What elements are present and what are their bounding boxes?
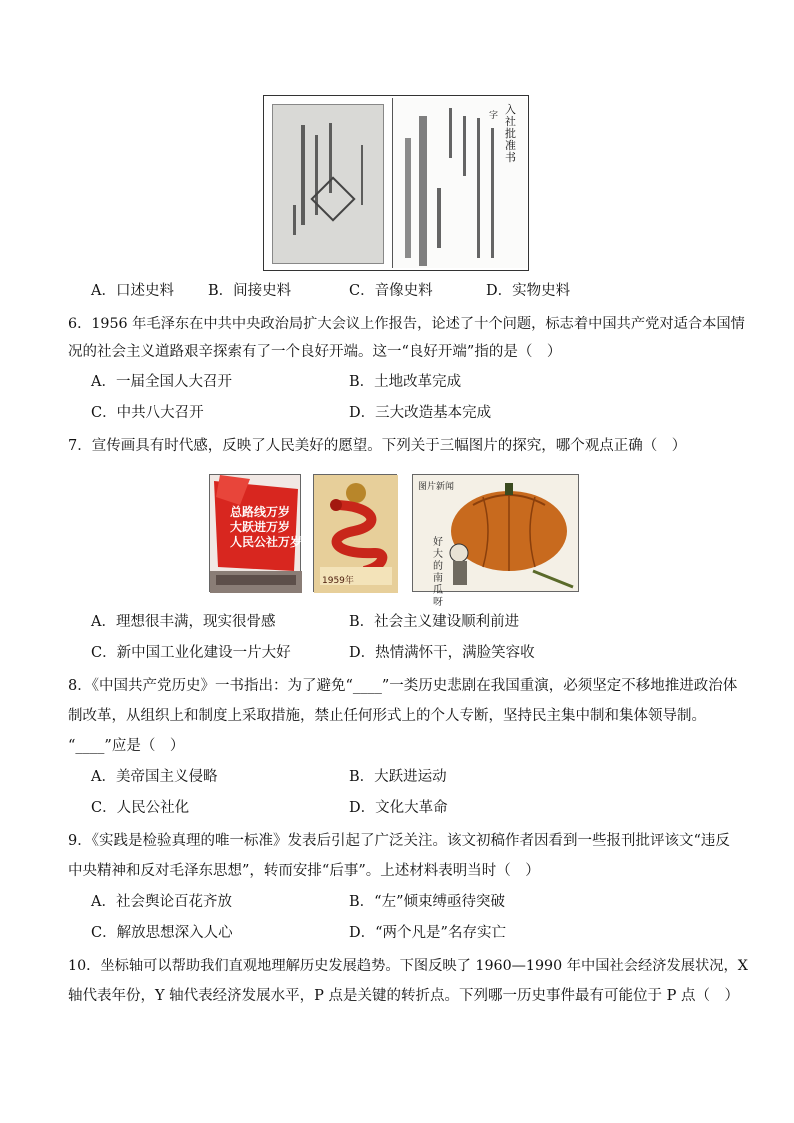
q7-option-c: C．新中国工业化建设一片大好 xyxy=(91,645,291,661)
q7-option-d: D．热情满怀干，满脸笑容收 xyxy=(349,645,535,661)
q5-option-a: A．口述史料 xyxy=(91,283,174,299)
q9-option-d: D．“两个凡是”名存实亡 xyxy=(349,925,506,941)
q9-option-a: A．社会舆论百花齐放 xyxy=(91,894,232,910)
q6-option-d: D．三大改造基本完成 xyxy=(349,405,492,421)
news-header: 图片新闻 xyxy=(418,482,455,492)
q8-stem-line-1: 8．《中国共产党历史》一书指出：为了避免“____”一类历史悲剧在我国重演，必须坚定不移地推进政治体 xyxy=(68,678,738,694)
q6-option-b: B．土地改革完成 xyxy=(349,374,462,390)
q8-option-b: B．大跃进运动 xyxy=(349,769,447,785)
q5-option-d: D．实物史料 xyxy=(486,283,571,299)
q8-option-a: A．美帝国主义侵略 xyxy=(91,769,218,785)
q5-option-c: C．音像史料 xyxy=(349,283,433,299)
q6-option-a: A．一届全国人大召开 xyxy=(91,374,232,390)
q5-option-b: B．间接史料 xyxy=(208,283,292,299)
q7-option-b: B．社会主义建设顺利前进 xyxy=(349,614,520,630)
poster-red-flags xyxy=(209,474,301,592)
q8-stem-line-2: 制改革，从组织上和制度上采取措施，禁止任何形式上的个人专断，坚持民主集中制和集体领导制。 xyxy=(68,708,706,724)
slogan-2: 大跃进万岁 xyxy=(230,520,291,534)
q6-stem-line-2: 况的社会主义道路艰辛探索有了一个良好开端。这一“良好开端”指的是（ ） xyxy=(68,344,562,360)
q9-stem-line-2: 中央精神和反对毛泽东思想”，转而安排“后事”。上述材料表明当时（ ） xyxy=(68,863,540,879)
slogan-3: 人民公社万岁 xyxy=(230,535,303,549)
old-document-right xyxy=(392,98,527,268)
q8-stem-line-3: “____”应是（ ） xyxy=(68,738,185,754)
q10-stem-line-1: 10．坐标轴可以帮助我们直观地理解历史发展趋势。下图反映了 1960—1990 年中国社会经济发展状况，X xyxy=(68,958,748,974)
q8-option-d: D．文化大革命 xyxy=(349,800,448,816)
poster-dragon xyxy=(313,474,397,592)
q9-stem-line-1: 9．《实践是检验真理的唯一标准》发表后引起了广泛关注。该文初稿作者因看到一些报刊批评该文“违反 xyxy=(68,833,730,849)
old-document-left xyxy=(272,104,384,264)
document-mark: 字 xyxy=(489,111,499,121)
slogan-1: 总路线万岁 xyxy=(230,505,291,519)
poster-slogans xyxy=(230,505,302,550)
q6-stem-line-1: 6．1956 年毛泽东在中共中央政治局扩大会议上作报告，论述了十个问题，标志着中国共产党对适合本国情 xyxy=(68,316,745,332)
q10-stem-line-2: 轴代表年份，Y 轴代表经济发展水平，P 点是关键的转折点。下列哪一历史事件最有可能位于 P 点（ ） xyxy=(68,988,740,1004)
q6-option-c: C．中共八大召开 xyxy=(91,405,204,421)
archival-documents-figure xyxy=(263,95,529,271)
document-title: 入社批准书 xyxy=(505,103,516,164)
q9-option-c: C．解放思想深入人心 xyxy=(91,925,233,941)
q9-option-b: B．“左”倾束缚亟待突破 xyxy=(349,894,505,910)
poster-pumpkin xyxy=(412,474,579,608)
poster-year: 1959年 xyxy=(322,576,354,586)
q7-stem-line-1: 7．宣传画具有时代感，反映了人民美好的愿望。下列关于三幅图片的探究，哪个观点正确（ ） xyxy=(68,438,687,454)
q8-option-c: C．人民公社化 xyxy=(91,800,190,816)
q7-option-a: A．理想很丰满，现实很骨感 xyxy=(91,614,276,630)
pumpkin-caption: 好大的南瓜呀 xyxy=(433,537,443,608)
